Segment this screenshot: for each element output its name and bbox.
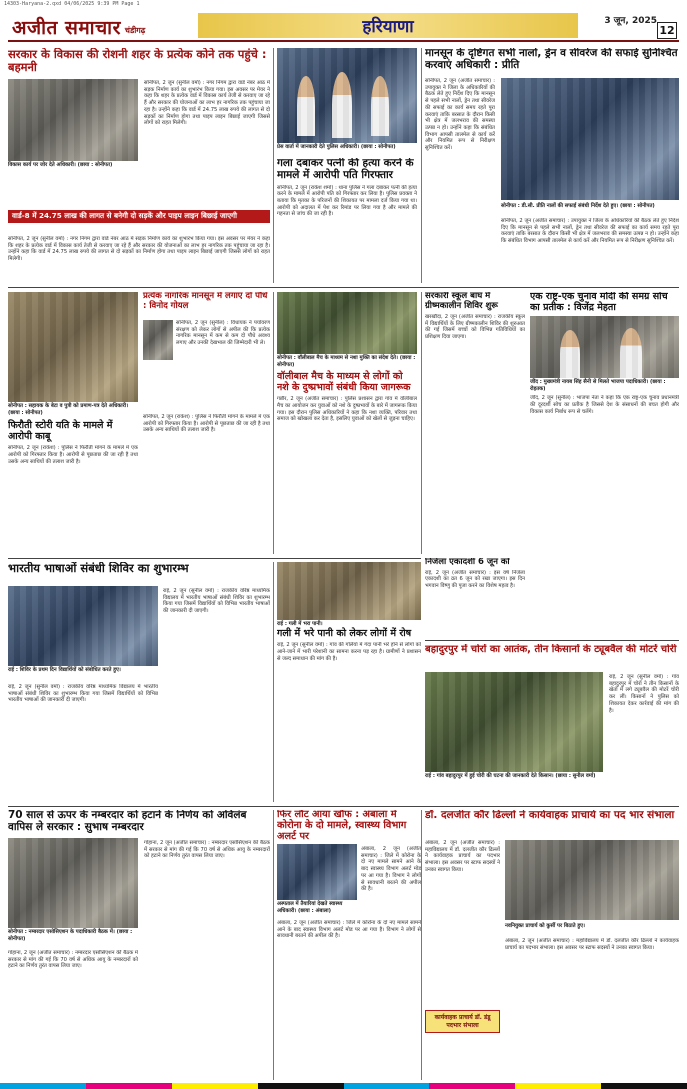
article-corona-ambala [277,810,421,1080]
section-rule [8,806,679,807]
article-body: राई, 2 जून (अजीत समाचार) : इस वर्ष निर्जला एकादशी का व्रत 6 जून को रखा जाएगा। इस दिन भगवान विष्णु की पूजा करने का विशेष महत्व है। [425,569,525,589]
article-photo [505,840,679,920]
article-body: खरखौदा, 2 जून (अजीत समाचार) : राजकीय स्कूल में विद्यार्थियों के लिए ग्रीष्मकालीन शिविर की शुरुआत की गई जिसमें बच्चों को विभिन्न गतिविधियों का प्रशिक्षण दिया जाएगा। [425,314,525,341]
photo-caption: अस्पताल में तैयारियां देखते स्वास्थ्य अधिकारी। (छाया : अंबाला) [277,901,343,914]
photo-caption: प्रेस वार्ता में जानकारी देते पुलिस अधिकारी। (छाया : सोनीपत) [277,144,396,150]
headline: बहादुरपुर में चोरों का आतंक, तीन किसानों के ट्यूबवैल की मोटरें चोरी [425,644,677,655]
article-body: सोनीपत, 2 जून (सुनील) : विधायक ने पर्यावरण संरक्षण को लेकर लोगों से अपील की कि प्रत्येक नागरिक मानसून में कम से कम दो पौधे अवश्य लगाए और उनकी देखभाल की जिम्मेदारी भी ले। [176,320,270,347]
article-photo [8,292,138,402]
headline: सरकार के विकास की रोशनी शहर के प्रत्येक कोने तक पहुंचे : बहमनी [8,48,267,74]
article-body: राई, 2 जून (सुनील वर्मा) : गांव बहादुरपुर में चोरों ने तीन किसानों के खेतों में लगे ट्यूबवैल की मोटरें चोरी कर लीं। किसानों ने पुलिस को शिकायत देकर कार्रवाई की मांग की है। [609,674,679,714]
reporter-photo [143,320,173,360]
column-divider [421,48,422,283]
sub-headline-banner: वार्ड-8 में 24.75 लाख की लागत से बनेगी दो सड़कें और पाइप लाइन बिछाई जाएगी [8,210,270,223]
article-nirjala-ekadashi [425,558,525,636]
article-photo [501,78,679,200]
headline: प्रत्येक नागरिक मानसून में लगाए दो पौधे : विनोद गोयल [143,292,268,311]
headline: भारतीय भाषाओं संबंधी शिविर का शुभारम्भ [8,562,189,575]
article-body: जींद, 2 जून (सुनील) : भाजपा नेता ने कहा कि एक राष्ट्र-एक चुनाव प्रधानमंत्री की दूरदर्शी सोच का प्रतीक है जिससे देश के संसाधनों की बचत होगी और विकास कार्य निर्बाध रूप से चलेंगे। [530,395,679,415]
column-divider [421,292,422,554]
photo-figure [297,76,315,136]
article-body: राई, 2 जून (सुनील वर्मा) : गांव की गलियों में गंदा पानी भरे होने से लोगों को आने-जाने में भारी परेशानी का सामना करना पड़ रहा है। ग्रामीणों ने प्रशासन से जल्द समाधान की मांग की है। [277,642,421,662]
article-body: गोहाना, 2 जून (अजीत समाचार) : नम्बरदार एसोसिएशन की बैठक में सरकार से मांग की गई कि 70 वर्ष से अधिक आयु के नम्बरदारों को हटाने का निर्णय तुरंत वापस लिया जाए। [144,840,270,860]
headline: डॉ. दलजीत कौर ढिल्लों ने कार्यवाहक प्राचार्य का पद भार संभाला [425,810,675,821]
headline: गला दबाकर पत्नी की हत्या करने के मामले में आरोपी पति गिरफ्तार [277,158,414,181]
article-firauti [8,292,138,554]
photo-caption: राई : गली में भरा पानी। [277,621,323,627]
article-body-continued: सोनीपत, 2 जून (सुनील वर्मा) : नगर निगम द्वारा वार्ड नंबर आठ में सड़क निर्माण कार्य का शुभारंभ किया गया। इस अवसर पर मेयर ने कहा कि शहर के प्रत्येक वार्ड में विकास कार्य तेजी से करवाए जा रहे हैं और सरकार की योजनाओं का लाभ हर नागरिक तक पहुंचाया जा रहा है। उन्होंने कहा कि वार्ड में 24.75 लाख रुपये की लागत से दो सड़कों का निर्माण होगा तथा पाइप लाइन बिछाई जाएगी जिससे लोगों को राहत मिलेगी। [8,236,270,263]
masthead [8,10,679,42]
article-grishmkalin-shivir [425,292,525,554]
section-banner [198,13,578,38]
article-photo [8,586,158,666]
article-body: राई, 2 जून (सुनील वर्मा) : राजकीय वरिष्ठ माध्यमिक विद्यालय में भारतीय भाषाओं संबंधी शिविर का शुभारम्भ किया गया जिसमें विद्यार्थियों को विभिन्न भारतीय भाषाओं की जानकारी दी जाएगी। [163,588,270,615]
article-body: गन्नौर, 2 जून (अजीत समाचार) : पुलिस प्रशासन द्वारा गांव में वॉलीबाल मैच का आयोजन कर युवाओं को नशे के दुष्प्रभावों के बारे में जागरूक किया गया। इस दौरान पुलिस अधिकारियों ने कहा कि नशा व्यक्ति, परिवार तथा समाज को खोखला कर देता है, इसलिए युवाओं को खेलों से जुड़ना चाहिए। [277,396,417,423]
article-body: अंबाला, 2 जून (अजीत समाचार) : जिले में कोरोना के दो नए मामले सामने आने के बाद स्वास्थ्य विभाग अलर्ट मोड पर आ गया है। विभाग ने लोगों से सावधानी बरतने की अपील की है। [361,846,421,893]
article-photo [425,672,603,772]
print-slug-line: 14303-Haryana-2.qxd 04/06/2025 9:39 PM Page 1 [4,1,140,7]
article-body-continued: अंबाला, 2 जून (अजीत समाचार) : महाविद्यालय में डॉ. दलजीत कौर ढिल्लों ने कार्यवाहक प्राचार्य का पदभार संभाला। इस अवसर पर स्टाफ सदस्यों ने उनका स्वागत किया। [505,938,679,951]
column-divider [421,810,422,1080]
section-rule [8,558,421,559]
article-photo [277,48,417,143]
headline: वॉलीबाल मैच के माध्यम से लोगों को नशे के दुष्प्रभावों संबंधी किया जागरूक [277,371,411,393]
photo-figure [620,328,642,378]
section-rule [425,640,679,641]
headline: फिरौती स्टोरी यति के मामले में आरोपी काबू [8,420,113,442]
paper-name-block [12,12,145,40]
photo-caption: सोनीपत : नम्बरदार एसोसिएशन के पदाधिकारी बैठक में। (छाया : सोनीपत) [8,929,133,942]
article-photo [8,79,138,161]
article-photo [277,292,417,354]
page-number: 12 [657,22,677,39]
issue-date: 3 जून, 2025 [604,16,657,26]
headline: 70 साल से ऊपर के नम्बरदार को हटाने के निर्णय को अविलंब वापिस ले सरकार : सुभाष नम्बरदार [8,810,247,833]
article-body: अंबाला, 2 जून (अजीत समाचार) : महाविद्यालय में डॉ. दलजीत कौर ढिल्लों ने कार्यवाहक प्राचार्य का पदभार संभाला। इस अवसर पर स्टाफ सदस्यों ने उनका स्वागत किया। [425,840,500,873]
article-firauti-col2 [143,414,270,554]
article-body: सोनीपत, 2 जून (सुनील वर्मा) : नगर निगम द्वारा वार्ड नंबर आठ में सड़क निर्माण कार्य का शुभारंभ किया गया। इस अवसर पर मेयर ने कहा कि शहर के प्रत्येक वार्ड में विकास कार्य तेजी से करवाए जा रहे हैं और सरकार की योजनाओं का लाभ हर नागरिक तक पहुंचाया जा रहा है। उन्होंने कहा कि वार्ड में 24.75 लाख रुपये की लागत से दो सड़कों का निर्माण होगा तथा पाइप लाइन बिछाई जाएगी जिससे लोगों को राहत मिलेगी। [144,80,270,127]
photo-caption: सोनीपत : वॉलीबाल मैच के माध्यम से नशा मुक्ति का संदेश देते। (छाया : सोनीपत) [277,355,416,368]
article-vikas-roshni [8,48,270,283]
article-body: सोनीपत, 2 जून (राकेश) : पुलिस ने फिरौती मांगने के मामले में एक आरोपी को गिरफ्तार किया है। आरोपी से पूछताछ की जा रही है तथा उसके अन्य साथियों की तलाश जारी है। [8,445,138,465]
photo-caption: राई : गांव बहादुरपुर में हुई चोरी की घटना की जानकारी देते किसान। (छाया : सुनील वर्मा) [425,773,596,779]
photo-caption: सोनीपत : डी.सी. प्रीति नालों की सफाई संबंधी निर्देश देते हुए। (छाया : सोनीपत) [501,203,655,209]
article-body: सोनीपत, 2 जून (अजीत समाचार) : उपायुक्त ने जिला के अधिकारियों की बैठक लेते हुए निर्देश दिए कि मानसून से पहले सभी नालों, ड्रेन तथा सीवरेज की सफाई का कार्य समय रहते पूरा करवाएं ताकि बरसात के दौरान किसी भी क्षेत्र में जलभराव की समस्या उत्पन्न न हो। उन्होंने कहा कि संबंधित विभाग आपसी तालमेल से कार्य करें और नियमित रूप से निरीक्षण सुनिश्चित करें। [425,78,495,152]
article-body-continued: सोनीपत, 2 जून (अजीत समाचार) : उपायुक्त ने जिला के अधिकारियों की बैठक लेते हुए निर्देश दिए कि मानसून से पहले सभी नालों, ड्रेन तथा सीवरेज की सफाई का कार्य समय रहते पूरा करवाएं ताकि बरसात के दौरान किसी भी क्षेत्र में जलभराव की समस्या उत्पन्न न हो। उन्होंने कहा कि संबंधित विभाग आपसी तालमेल से कार्य करें और नियमित रूप से निरीक्षण सुनिश्चित करें। [501,218,679,245]
section-rule [8,287,679,288]
headline: मानसून के दृष्टिगत सभी नालों, ड्रेन व सीवरेज की सफाई सुनिश्चित करवाएं अधिकारी : प्रीति [425,48,678,71]
article-monsoon-safai [425,48,679,283]
headline: गली में भरे पानी को लेकर लोगों में रोष [277,627,412,639]
article-body-continued: गोहाना, 2 जून (अजीत समाचार) : नम्बरदार एसोसिएशन की बैठक में सरकार से मांग की गई कि 70 वर्ष से अधिक आयु के नम्बरदारों को हटाने का निर्णय तुरंत वापस लिया जाए। [8,950,138,970]
article-volleyball [277,292,417,554]
article-photo [277,562,421,620]
photo-figure [560,330,580,378]
photo-caption: जींद : मुख्यमंत्री नायब सिंह सैनी से मिलते भाजपा पदाधिकारी। (छाया : रोहतक) [530,379,666,392]
newspaper-title: अजीत समाचार [12,17,121,39]
photo-caption: नवनियुक्त प्राचार्य को कुर्सी पर बिठाते हुए। [505,923,585,929]
registration-color-strip [0,1083,687,1089]
article-gali-pani [277,562,421,802]
headline: निर्जला एकादशी 6 जून को [425,558,510,567]
section-title: हरियाणा [362,17,414,37]
article-bahadurpur-chor [425,644,679,802]
edition-city: चंडीगढ़ [124,26,146,35]
headline: एक राष्ट्र-एक चुनाव मोदी की समग्र सोच का प्रतीक : विजेंद्र मेहता [530,292,668,313]
column-divider [273,562,274,802]
photo-caption: राई : शिविर के प्रथम दिन विद्यार्थियों को संबोधित करते हुए। [8,667,121,673]
article-body-continued: सोनीपत, 2 जून (राकेश) : पुलिस ने फिरौती मांगने के मामले में एक आरोपी को गिरफ्तार किया है। आरोपी से पूछताछ की जा रही है तथा उसके अन्य साथियों की तलाश जारी है। [143,414,270,434]
column-divider [273,292,274,554]
photo-caption: विकास कार्य पर जोर देते अधिकारी। (छाया : सोनीपत) [8,162,113,168]
article-bhartiya-bhasha [8,562,270,802]
headline: फिर लौट आया खौफ : अंबाला में कोरोना के दो मामले, स्वास्थ्य विभाग अलर्ट पर [277,810,407,842]
article-nambardar [8,810,270,1080]
article-body: सोनीपत, 2 जून (राकेश शर्मा) : थाना पुलिस ने गला दबाकर पत्नी की हत्या करने के मामले में आरोपी पति को गिरफ्तार कर लिया है। पुलिस प्रवक्ता ने बताया कि मृतका के परिजनों की शिकायत पर मामला दर्ज किया गया था। आरोपी को अदालत में पेश कर रिमांड पर लिया गया है और मामले की गहनता से जांच की जा रही है। [277,184,417,218]
article-photo [277,844,357,900]
photo-figure [332,72,352,138]
article-photo [8,838,138,928]
photo-caption: सोनीपत : सहायक के बेटा व पुत्री को प्रमाण-पत्र देते अधिकारी। (छाया : सोनीपत) [8,403,129,416]
photo-figure [371,76,389,136]
column-divider [273,48,274,283]
article-patni-hatya-text [277,158,417,283]
article-do-paudhe-body [143,320,270,410]
article-body-continued: राई, 2 जून (सुनील वर्मा) : राजकीय वरिष्ठ माध्यमिक विद्यालय में भारतीय भाषाओं संबंधी शिविर का शुभारम्भ किया गया जिसमें विद्यार्थियों को विभिन्न भारतीय भाषाओं की जानकारी दी जाएगी। [8,684,158,704]
column-divider [273,810,274,1080]
article-daljit-kaur [425,810,679,1080]
article-body-continued: अंबाला, 2 जून (अजीत समाचार) : जिले में कोरोना के दो नए मामले सामने आने के बाद स्वास्थ्य विभाग अलर्ट मोड पर आ गया है। विभाग ने लोगों से सावधानी बरतने की अपील की है। [277,920,421,940]
article-photo [530,316,679,378]
highlight-box: कार्यवाहक प्राचार्य डॉ. डंडू पदभार संभाला [425,1010,500,1033]
article-ek-rashtra [530,292,679,554]
headline: सरकारी स्कूल बाघ में ग्रीष्मकालीन शिविर शुरू [425,292,498,311]
